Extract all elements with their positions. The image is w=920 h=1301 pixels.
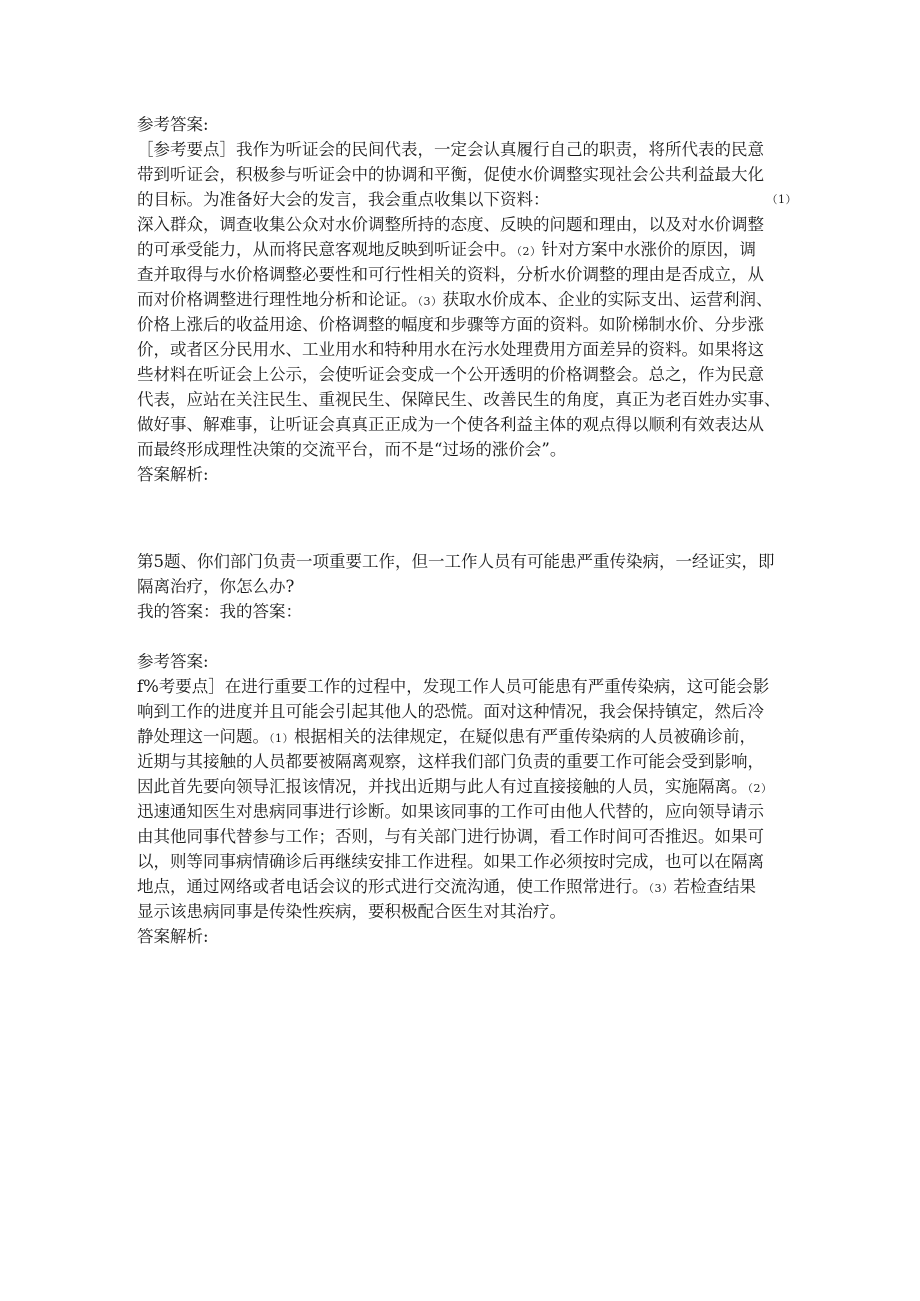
answer-4-line-4: 深入群众，调查收集公众对水价调整所持的态度、反映的问题和理由，以及对水价调整 bbox=[137, 215, 764, 234]
answer-4-line-3 bbox=[137, 187, 797, 212]
answer-4-line-12: 做好事、解难事，让听证会真真正正成为一个使各利益主体的观点得以顺利有效表达从 bbox=[137, 415, 764, 434]
list-marker: （3） bbox=[648, 882, 674, 895]
answer-4-line-5-a: 的可承受能力，从而将民意客观地反映到听证会中。 bbox=[137, 240, 517, 259]
answer-4-line-7 bbox=[137, 287, 797, 312]
answer-5-line-4: 近期与其接触的人员都要被隔离观察，这样我们部门负责的重要工作可能会受到影响， bbox=[137, 752, 764, 771]
list-marker: （1） bbox=[766, 193, 797, 206]
answer-4-line-9: 价，或者区分民用水、工业用水和特种用水在污水处理费用方面差异的资料。如果将这 bbox=[137, 340, 764, 359]
reference-answer-label: 参考答案: bbox=[137, 115, 209, 134]
answer-4-line-8: 价格上涨后的收益用途、价格调整的幅度和步骤等方面的资料。如阶梯制水价、分步涨 bbox=[137, 315, 764, 334]
answer-4-line-7-a: 而对价格调整进行理性地分析和论证。 bbox=[137, 290, 418, 309]
answer-4-line-5 bbox=[137, 237, 797, 262]
question-5-line-1: 第5题、你们部门负责一项重要工作，但一工作人员有可能患严重传染病，一经证实，即 bbox=[137, 552, 775, 571]
answer-5-line-1: f%考要点］在进行重要工作的过程中，发现工作人员可能患有严重传染病，这可能会影 bbox=[137, 677, 770, 696]
answer-4-line-5-b: 针对方案中水涨价的原因，调 bbox=[541, 240, 756, 259]
reference-answer-label: 参考答案: bbox=[137, 652, 209, 671]
answer-5-line-9-a: 地点，通过网络或者电话会议的形式进行交流沟通，使工作照常进行。 bbox=[137, 877, 649, 896]
answer-5-line-9 bbox=[137, 874, 797, 899]
answer-5-line-5 bbox=[137, 774, 797, 799]
answer-analysis-label: 答案解析: bbox=[137, 927, 209, 946]
spacer bbox=[137, 487, 797, 549]
answer-5-line-9-b: 若检查结果 bbox=[673, 877, 756, 896]
list-marker: （2） bbox=[747, 782, 773, 795]
list-marker: （3） bbox=[417, 295, 443, 308]
answer-4-line-2: 带到听证会，积极参与听证会中的协调和平衡，促使水价调整实现社会公共利益最大化 bbox=[137, 165, 764, 184]
document-page bbox=[137, 112, 797, 949]
spacer bbox=[137, 624, 797, 649]
answer-5-line-10: 显示该患病同事是传染性疾病，要积极配合医生对其治疗。 bbox=[137, 902, 566, 921]
answer-5-line-8: 以，则等同事病情确诊后再继续安排工作进程。如果工作必须按时完成，也可以在隔离 bbox=[137, 852, 764, 871]
answer-analysis-label: 答案解析: bbox=[137, 465, 209, 484]
answer-5-line-7: 由其他同事代替参与工作；否则，与有关部门进行协调，看工作时间可否推迟。如果可 bbox=[137, 827, 764, 846]
answer-4-line-10: 些材料在听证会上公示，会使听证会变成一个公开透明的价格调整会。总之，作为民意 bbox=[137, 365, 764, 384]
answer-4-line-1: ［参考要点］我作为听证会的民间代表，一定会认真履行自己的职责，将所代表的民意 bbox=[137, 140, 764, 159]
answer-5-line-5-a: 因此首先要向领导汇报该情况，并找出近期与此人有过直接接触的人员，实施隔离。 bbox=[137, 777, 748, 796]
question-5-section bbox=[137, 549, 797, 624]
answer-4-line-7-b: 获取水价成本、企业的实际支出、运营利润、 bbox=[442, 290, 773, 309]
answer-5-section bbox=[137, 649, 797, 949]
list-marker: （1） bbox=[269, 732, 294, 745]
answer-4-line-3-text: 的目标。为准备好大会的发言，我会重点收集以下资料： bbox=[137, 190, 550, 209]
answer-4-line-6: 查并取得与水价格调整必要性和可行性相关的资料，分析水价调整的理由是否成立，从 bbox=[137, 265, 764, 284]
answer-4-line-13: 而最终形成理性决策的交流平台，而不是“过场的涨价会”。 bbox=[137, 440, 567, 459]
answer-5-line-2: 响到工作的进度并且可能会引起其他人的恐慌。面对这种情况，我会保持镇定，然后冷 bbox=[137, 702, 764, 721]
answer-4-line-11: 代表，应站在关注民生、重视民生、保障民生、改善民生的角度，真正为老百姓办实事、 bbox=[137, 390, 781, 409]
my-answer-label: 我的答案：我的答案： bbox=[137, 602, 302, 621]
answer-5-line-6: 迅速通知医生对患病同事进行诊断。如果该同事的工作可由他人代替的，应向领导请示 bbox=[137, 802, 764, 821]
answer-4-section bbox=[137, 112, 797, 487]
answer-5-line-3-b: 根据相关的法律规定，在疑似患有严重传染病的人员被确诊前， bbox=[294, 727, 756, 746]
question-5-line-2: 隔离治疗，你怎么办? bbox=[137, 577, 295, 596]
answer-5-line-3-a: 静处理这一问题。 bbox=[137, 727, 269, 746]
answer-5-line-3 bbox=[137, 724, 797, 749]
list-marker: （2） bbox=[516, 245, 542, 258]
